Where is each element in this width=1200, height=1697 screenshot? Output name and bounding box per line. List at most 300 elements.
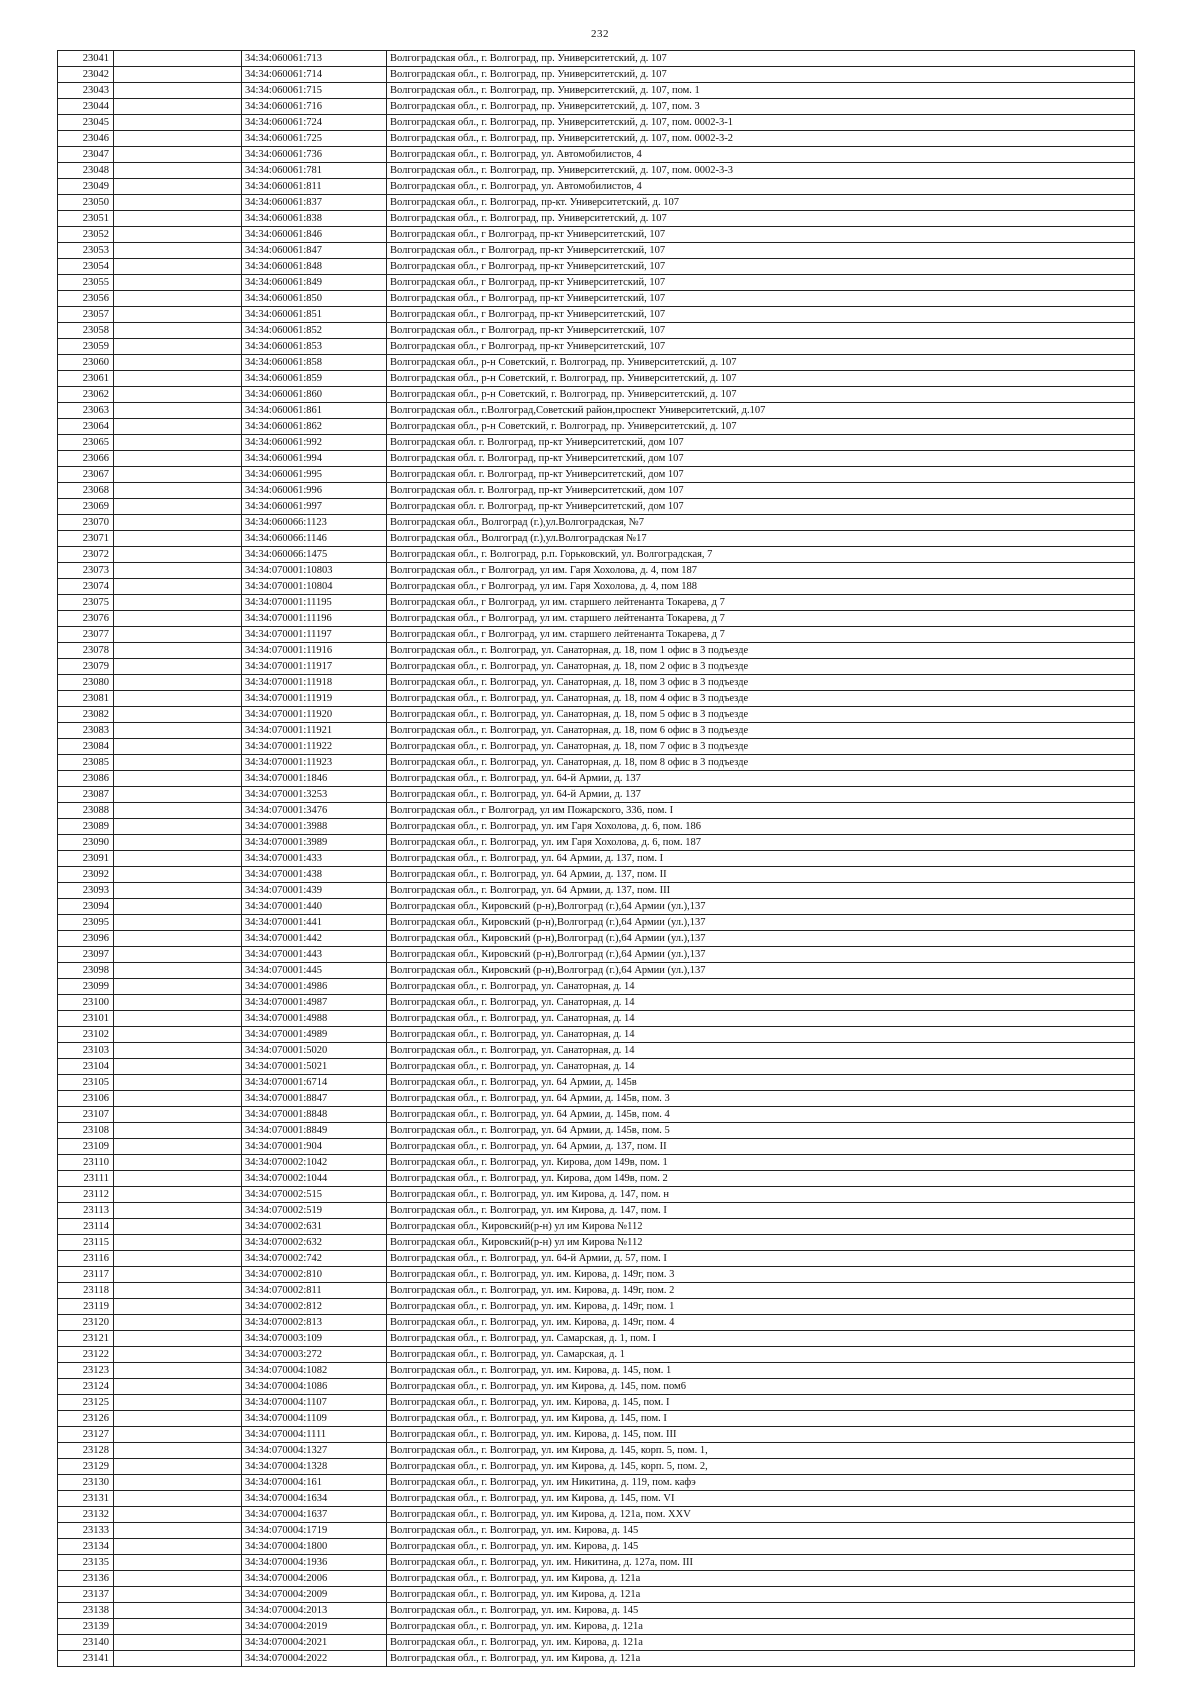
cadastral-number: 34:34:070001:433 <box>242 851 387 867</box>
cadastral-number: 34:34:060066:1475 <box>242 547 387 563</box>
blank-cell <box>114 739 242 755</box>
table-row <box>58 1091 1135 1107</box>
blank-cell <box>114 291 242 307</box>
blank-cell <box>114 1411 242 1427</box>
cadastral-number: 34:34:060061:847 <box>242 243 387 259</box>
address: Волгоградская обл., г. Волгоград, ул. 64 Армии, д. 137, пом. II <box>387 867 1135 883</box>
table-row <box>58 595 1135 611</box>
table-row <box>58 1235 1135 1251</box>
blank-cell <box>114 1331 242 1347</box>
blank-cell <box>114 1219 242 1235</box>
cadastral-number: 34:34:070002:812 <box>242 1299 387 1315</box>
address: Волгоградская обл., р-н Советский, г. Волгоград, пр. Университетский, д. 107 <box>387 387 1135 403</box>
address: Волгоградская обл., г Волгоград, пр-кт Университетский, 107 <box>387 291 1135 307</box>
row-number: 23082 <box>58 707 114 723</box>
blank-cell <box>114 131 242 147</box>
row-number: 23045 <box>58 115 114 131</box>
address: Волгоградская обл., г. Волгоград, ул. Санаторная, д. 18, пом 3 офис в 3 подъезде <box>387 675 1135 691</box>
address: Волгоградская обл., г. Волгоград, ул. им. Кирова, д. 145 <box>387 1523 1135 1539</box>
blank-cell <box>114 675 242 691</box>
cadastral-number: 34:34:070001:4986 <box>242 979 387 995</box>
blank-cell <box>114 947 242 963</box>
table-row <box>58 819 1135 835</box>
row-number: 23075 <box>58 595 114 611</box>
address: Волгоградская обл., г Волгоград, ул им. Гаря Хохолова, д. 4, пом 188 <box>387 579 1135 595</box>
table-row <box>58 611 1135 627</box>
address: Волгоградская обл., г. Волгоград, ул. Санаторная, д. 18, пом 5 офис в 3 подъезде <box>387 707 1135 723</box>
table-row <box>58 963 1135 979</box>
row-number: 23102 <box>58 1027 114 1043</box>
address: Волгоградская обл., г. Волгоград, ул. Санаторная, д. 14 <box>387 995 1135 1011</box>
row-number: 23081 <box>58 691 114 707</box>
blank-cell <box>114 771 242 787</box>
row-number: 23042 <box>58 67 114 83</box>
address: Волгоградская обл., г. Волгоград, ул. им. Кирова, д. 145, пом. III <box>387 1427 1135 1443</box>
cadastral-number: 34:34:070001:6714 <box>242 1075 387 1091</box>
blank-cell <box>114 1363 242 1379</box>
cadastral-number: 34:34:070004:1800 <box>242 1539 387 1555</box>
table-row <box>58 659 1135 675</box>
blank-cell <box>114 1315 242 1331</box>
row-number: 23084 <box>58 739 114 755</box>
row-number: 23124 <box>58 1379 114 1395</box>
address: Волгоградская обл., г Волгоград, пр-кт Университетский, 107 <box>387 307 1135 323</box>
table-row <box>58 707 1135 723</box>
table-row <box>58 1459 1135 1475</box>
blank-cell <box>114 723 242 739</box>
cadastral-number: 34:34:070003:109 <box>242 1331 387 1347</box>
cadastral-number: 34:34:060061:995 <box>242 467 387 483</box>
table-row <box>58 1171 1135 1187</box>
row-number: 23079 <box>58 659 114 675</box>
row-number: 23132 <box>58 1507 114 1523</box>
cadastral-number: 34:34:070001:11918 <box>242 675 387 691</box>
cadastral-number: 34:34:070001:1846 <box>242 771 387 787</box>
table-row <box>58 1587 1135 1603</box>
table-row <box>58 899 1135 915</box>
table-row <box>58 579 1135 595</box>
address: Волгоградская обл., г. Волгоград, ул. Санаторная, д. 18, пом 2 офис в 3 подъезде <box>387 659 1135 675</box>
row-number: 23131 <box>58 1491 114 1507</box>
cadastral-number: 34:34:070001:10803 <box>242 563 387 579</box>
blank-cell <box>114 1155 242 1171</box>
blank-cell <box>114 1395 242 1411</box>
address: Волгоградская обл., Волгоград (г.),ул.Волгоградская, №7 <box>387 515 1135 531</box>
table-row <box>58 739 1135 755</box>
blank-cell <box>114 835 242 851</box>
table-row <box>58 1251 1135 1267</box>
table-row <box>58 307 1135 323</box>
address: Волгоградская обл., г Волгоград, пр-кт Университетский, 107 <box>387 259 1135 275</box>
address: Волгоградская обл., г. Волгоград, ул. им Гаря Хохолова, д. 6, пом. 187 <box>387 835 1135 851</box>
address: Волгоградская обл., г. Волгоград, ул. 64-й Армии, д. 57, пом. I <box>387 1251 1135 1267</box>
cadastral-number: 34:34:070004:1109 <box>242 1411 387 1427</box>
blank-cell <box>114 867 242 883</box>
row-number: 23053 <box>58 243 114 259</box>
table-row <box>58 195 1135 211</box>
cadastral-number: 34:34:070001:5020 <box>242 1043 387 1059</box>
row-number: 23110 <box>58 1155 114 1171</box>
cadastral-number: 34:34:070004:2013 <box>242 1603 387 1619</box>
table-row <box>58 163 1135 179</box>
table-row <box>58 547 1135 563</box>
cadastral-number: 34:34:070001:11923 <box>242 755 387 771</box>
cadastral-number: 34:34:070001:4988 <box>242 1011 387 1027</box>
cadastral-number: 34:34:060061:861 <box>242 403 387 419</box>
cadastral-number: 34:34:060061:992 <box>242 435 387 451</box>
blank-cell <box>114 1443 242 1459</box>
blank-cell <box>114 419 242 435</box>
address: Волгоградская обл., г. Волгоград, ул. Самарская, д. 1 <box>387 1347 1135 1363</box>
table-row <box>58 1539 1135 1555</box>
blank-cell <box>114 1299 242 1315</box>
cadastral-number: 34:34:070002:742 <box>242 1251 387 1267</box>
table-row <box>58 1571 1135 1587</box>
row-number: 23114 <box>58 1219 114 1235</box>
blank-cell <box>114 403 242 419</box>
cadastral-number: 34:34:070001:10804 <box>242 579 387 595</box>
cadastral-number: 34:34:060061:811 <box>242 179 387 195</box>
row-number: 23068 <box>58 483 114 499</box>
row-number: 23122 <box>58 1347 114 1363</box>
address: Волгоградская обл., г Волгоград, ул им Пожарского, 336, пом. I <box>387 803 1135 819</box>
address: Волгоградская обл., г. Волгоград, ул. им Кирова, д. 145, пом. пом6 <box>387 1379 1135 1395</box>
table-row <box>58 643 1135 659</box>
row-number: 23091 <box>58 851 114 867</box>
address: Волгоградская обл., Кировский (р-н),Волгоград (г.),64 Армии (ул.),137 <box>387 947 1135 963</box>
row-number: 23062 <box>58 387 114 403</box>
row-number: 23072 <box>58 547 114 563</box>
address: Волгоградская обл., г. Волгоград, ул. им Кирова, д. 145, пом. I <box>387 1411 1135 1427</box>
row-number: 23093 <box>58 883 114 899</box>
cadastral-number: 34:34:070002:1042 <box>242 1155 387 1171</box>
row-number: 23101 <box>58 1011 114 1027</box>
address: Волгоградская обл. г. Волгоград, пр-кт Университетский, дом 107 <box>387 435 1135 451</box>
address: Волгоградская обл., г. Волгоград, ул. Санаторная, д. 18, пом 4 офис в 3 подъезде <box>387 691 1135 707</box>
blank-cell <box>114 275 242 291</box>
row-number: 23141 <box>58 1651 114 1667</box>
cadastral-number: 34:34:060061:838 <box>242 211 387 227</box>
cadastral-number: 34:34:060061:853 <box>242 339 387 355</box>
address: Волгоградская обл., г. Волгоград, пр. Университетский, д. 107, пом. 0002-3-1 <box>387 115 1135 131</box>
address: Волгоградская обл., г. Волгоград, пр. Университетский, д. 107, пом. 3 <box>387 99 1135 115</box>
address: Волгоградская обл., г. Волгоград, ул. Самарская, д. 1, пом. I <box>387 1331 1135 1347</box>
table-row <box>58 387 1135 403</box>
cadastral-number: 34:34:070004:1082 <box>242 1363 387 1379</box>
table-row <box>58 627 1135 643</box>
address: Волгоградская обл. г. Волгоград, пр-кт Университетский, дом 107 <box>387 451 1135 467</box>
address: Волгоградская обл., Кировский(р-н) ул им Кирова №112 <box>387 1219 1135 1235</box>
address: Волгоградская обл., г. Волгоград, ул. им. Кирова, д. 149г, пом. 4 <box>387 1315 1135 1331</box>
table-row <box>58 1523 1135 1539</box>
row-number: 23041 <box>58 51 114 67</box>
table-row <box>58 1507 1135 1523</box>
address: Волгоградская обл., Кировский (р-н),Волгоград (г.),64 Армии (ул.),137 <box>387 915 1135 931</box>
table-row <box>58 835 1135 851</box>
blank-cell <box>114 931 242 947</box>
blank-cell <box>114 1555 242 1571</box>
row-number: 23047 <box>58 147 114 163</box>
blank-cell <box>114 787 242 803</box>
cadastral-number: 34:34:060061:725 <box>242 131 387 147</box>
table-row <box>58 931 1135 947</box>
cadastral-number: 34:34:070001:3989 <box>242 835 387 851</box>
row-number: 23111 <box>58 1171 114 1187</box>
table-row <box>58 1283 1135 1299</box>
row-number: 23098 <box>58 963 114 979</box>
blank-cell <box>114 243 242 259</box>
address: Волгоградская обл., г. Волгоград, ул. 64 Армии, д. 137, пом. II <box>387 1139 1135 1155</box>
blank-cell <box>114 1619 242 1635</box>
table-row <box>58 515 1135 531</box>
blank-cell <box>114 195 242 211</box>
cadastral-number: 34:34:060061:862 <box>242 419 387 435</box>
cadastral-number: 34:34:070002:631 <box>242 1219 387 1235</box>
address: Волгоградская обл., г. Волгоград, ул. им Гаря Хохолова, д. 6, пом. 186 <box>387 819 1135 835</box>
table-row <box>58 1107 1135 1123</box>
row-number: 23116 <box>58 1251 114 1267</box>
blank-cell <box>114 643 242 659</box>
address: Волгоградская обл., г. Волгоград, ул. Санаторная, д. 18, пом 1 офис в 3 подъезде <box>387 643 1135 659</box>
table-row <box>58 1155 1135 1171</box>
cadastral-number: 34:34:070004:2022 <box>242 1651 387 1667</box>
address: Волгоградская обл., Кировский (р-н),Волгоград (г.),64 Армии (ул.),137 <box>387 899 1135 915</box>
table-row <box>58 947 1135 963</box>
row-number: 23059 <box>58 339 114 355</box>
cadastral-number: 34:34:060061:713 <box>242 51 387 67</box>
row-number: 23105 <box>58 1075 114 1091</box>
blank-cell <box>114 963 242 979</box>
table-row <box>58 339 1135 355</box>
row-number: 23107 <box>58 1107 114 1123</box>
row-number: 23076 <box>58 611 114 627</box>
address: Волгоградская обл., г Волгоград, пр-кт Университетский, 107 <box>387 227 1135 243</box>
row-number: 23056 <box>58 291 114 307</box>
cadastral-number: 34:34:060061:837 <box>242 195 387 211</box>
cadastral-number: 34:34:060061:851 <box>242 307 387 323</box>
table-row <box>58 355 1135 371</box>
row-number: 23104 <box>58 1059 114 1075</box>
table-row <box>58 227 1135 243</box>
cadastral-number: 34:34:060061:860 <box>242 387 387 403</box>
address: Волгоградская обл., г Волгоград, ул им. старшего лейтенанта Токарева, д 7 <box>387 611 1135 627</box>
address: Волгоградская обл., г. Волгоград, ул. Санаторная, д. 14 <box>387 1059 1135 1075</box>
blank-cell <box>114 707 242 723</box>
table-row <box>58 723 1135 739</box>
address: Волгоградская обл. г. Волгоград, пр-кт Университетский, дом 107 <box>387 499 1135 515</box>
address: Волгоградская обл., г. Волгоград, ул. Санаторная, д. 14 <box>387 1011 1135 1027</box>
address: Волгоградская обл., г. Волгоград, ул. Кирова, дом 149в, пом. 2 <box>387 1171 1135 1187</box>
blank-cell <box>114 627 242 643</box>
cadastral-number: 34:34:070001:445 <box>242 963 387 979</box>
cadastral-number: 34:34:070001:11919 <box>242 691 387 707</box>
row-number: 23066 <box>58 451 114 467</box>
cadastral-number: 34:34:070004:1634 <box>242 1491 387 1507</box>
row-number: 23099 <box>58 979 114 995</box>
address: Волгоградская обл., Волгоград (г.),ул.Волгоградская №17 <box>387 531 1135 547</box>
table-row <box>58 371 1135 387</box>
blank-cell <box>114 883 242 899</box>
table-row <box>58 243 1135 259</box>
table-row <box>58 467 1135 483</box>
row-number: 23050 <box>58 195 114 211</box>
table-row <box>58 531 1135 547</box>
cadastral-number: 34:34:060061:859 <box>242 371 387 387</box>
row-number: 23096 <box>58 931 114 947</box>
cadastral-number: 34:34:070004:1327 <box>242 1443 387 1459</box>
blank-cell <box>114 1459 242 1475</box>
row-number: 23055 <box>58 275 114 291</box>
blank-cell <box>114 1523 242 1539</box>
blank-cell <box>114 1011 242 1027</box>
table-row <box>58 1123 1135 1139</box>
row-number: 23130 <box>58 1475 114 1491</box>
table-row <box>58 1059 1135 1075</box>
table-row <box>58 499 1135 515</box>
row-number: 23135 <box>58 1555 114 1571</box>
row-number: 23073 <box>58 563 114 579</box>
row-number: 23087 <box>58 787 114 803</box>
cadastral-number: 34:34:070001:11916 <box>242 643 387 659</box>
blank-cell <box>114 1043 242 1059</box>
blank-cell <box>114 1107 242 1123</box>
row-number: 23054 <box>58 259 114 275</box>
row-number: 23070 <box>58 515 114 531</box>
row-number: 23048 <box>58 163 114 179</box>
table-row <box>58 1187 1135 1203</box>
cadastral-number: 34:34:070001:11917 <box>242 659 387 675</box>
row-number: 23065 <box>58 435 114 451</box>
blank-cell <box>114 659 242 675</box>
address: Волгоградская обл. г. Волгоград, пр-кт Университетский, дом 107 <box>387 467 1135 483</box>
row-number: 23095 <box>58 915 114 931</box>
cadastral-number: 34:34:070004:1328 <box>242 1459 387 1475</box>
table-row <box>58 1475 1135 1491</box>
blank-cell <box>114 1283 242 1299</box>
table-row <box>58 259 1135 275</box>
blank-cell <box>114 1427 242 1443</box>
cadastral-number: 34:34:070002:515 <box>242 1187 387 1203</box>
cadastral-number: 34:34:060061:724 <box>242 115 387 131</box>
blank-cell <box>114 467 242 483</box>
address: Волгоградская обл., г. Волгоград, ул. им. Кирова, д. 149г, пом. 2 <box>387 1283 1135 1299</box>
address: Волгоградская обл., г. Волгоград, ул. им Кирова, д. 145, корп. 5, пом. 1, <box>387 1443 1135 1459</box>
address: Волгоградская обл., г. Волгоград, ул. им Кирова, д. 147, пом. н <box>387 1187 1135 1203</box>
blank-cell <box>114 915 242 931</box>
address: Волгоградская обл., г. Волгоград, ул. им Кирова, д. 121а, пом. XXV <box>387 1507 1135 1523</box>
row-number: 23126 <box>58 1411 114 1427</box>
cadastral-number: 34:34:060061:846 <box>242 227 387 243</box>
row-number: 23080 <box>58 675 114 691</box>
cadastral-number: 34:34:070002:632 <box>242 1235 387 1251</box>
table-row <box>58 1043 1135 1059</box>
table-row <box>58 1443 1135 1459</box>
blank-cell <box>114 1475 242 1491</box>
address: Волгоградская обл., г Волгоград, пр-кт Университетский, 107 <box>387 339 1135 355</box>
address: Волгоградская обл., г. Волгоград, ул. им. Кирова, д. 149г, пом. 1 <box>387 1299 1135 1315</box>
address: Волгоградская обл., г. Волгоград, ул. 64 Армии, д. 137, пом. I <box>387 851 1135 867</box>
address: Волгоградская обл., г Волгоград, ул им. Гаря Хохолова, д. 4, пом 187 <box>387 563 1135 579</box>
table-row <box>58 1219 1135 1235</box>
cadastral-number: 34:34:060061:850 <box>242 291 387 307</box>
cadastral-number: 34:34:070001:3988 <box>242 819 387 835</box>
blank-cell <box>114 1171 242 1187</box>
address: Волгоградская обл., г. Волгоград, ул. им Кирова, д. 147, пом. I <box>387 1203 1135 1219</box>
address: Волгоградская обл., р-н Советский, г. Волгоград, пр. Университетский, д. 107 <box>387 371 1135 387</box>
cadastral-number: 34:34:060061:781 <box>242 163 387 179</box>
address: Волгоградская обл., г. Волгоград, ул. им. Кирова, д. 145 <box>387 1603 1135 1619</box>
address: Волгоградская обл., г Волгоград, пр-кт Университетский, 107 <box>387 275 1135 291</box>
cadastral-number: 34:34:070001:11195 <box>242 595 387 611</box>
blank-cell <box>114 547 242 563</box>
address: Волгоградская обл., г.Волгоград,Советский район,проспект Университетский, д.107 <box>387 403 1135 419</box>
blank-cell <box>114 483 242 499</box>
table-row <box>58 1363 1135 1379</box>
table-row <box>58 323 1135 339</box>
address: Волгоградская обл., г Волгоград, пр-кт Университетский, 107 <box>387 323 1135 339</box>
blank-cell <box>114 995 242 1011</box>
address: Волгоградская обл., г. Волгоград, ул. им. Кирова, д. 145, пом. 1 <box>387 1363 1135 1379</box>
blank-cell <box>114 1651 242 1667</box>
address: Волгоградская обл., г. Волгоград, ул. им. Никитина, д. 127а, пом. III <box>387 1555 1135 1571</box>
row-number: 23074 <box>58 579 114 595</box>
cadastral-number: 34:34:070004:2021 <box>242 1635 387 1651</box>
address: Волгоградская обл., г. Волгоград, ул. им Никитина, д. 119, пом. кафэ <box>387 1475 1135 1491</box>
blank-cell <box>114 259 242 275</box>
blank-cell <box>114 99 242 115</box>
row-number: 23138 <box>58 1603 114 1619</box>
table-row <box>58 803 1135 819</box>
table-row <box>58 179 1135 195</box>
address: Волгоградская обл., г. Волгоград, р.п. Горьковский, ул. Волгоградская, 7 <box>387 547 1135 563</box>
row-number: 23140 <box>58 1635 114 1651</box>
row-number: 23063 <box>58 403 114 419</box>
address: Волгоградская обл., г. Волгоград, ул. им. Кирова, д. 121а <box>387 1635 1135 1651</box>
cadastral-number: 34:34:070004:1111 <box>242 1427 387 1443</box>
table-row <box>58 131 1135 147</box>
cadastral-number: 34:34:070001:3476 <box>242 803 387 819</box>
address: Волгоградская обл., г. Волгоград, пр. Университетский, д. 107, пом. 0002-3-3 <box>387 163 1135 179</box>
row-number: 23118 <box>58 1283 114 1299</box>
row-number: 23100 <box>58 995 114 1011</box>
row-number: 23067 <box>58 467 114 483</box>
blank-cell <box>114 1379 242 1395</box>
table-row <box>58 1635 1135 1651</box>
cadastral-number: 34:34:060061:716 <box>242 99 387 115</box>
blank-cell <box>114 515 242 531</box>
address: Волгоградская обл., г. Волгоград, ул. 64 Армии, д. 145в, пом. 4 <box>387 1107 1135 1123</box>
address: Волгоградская обл., Кировский(р-н) ул им Кирова №112 <box>387 1235 1135 1251</box>
cadastral-number: 34:34:070002:813 <box>242 1315 387 1331</box>
table-row <box>58 1011 1135 1027</box>
address: Волгоградская обл., Кировский (р-н),Волгоград (г.),64 Армии (ул.),137 <box>387 963 1135 979</box>
address: Волгоградская обл., г. Волгоград, ул. им. Кирова, д. 145, пом. I <box>387 1395 1135 1411</box>
table-row <box>58 915 1135 931</box>
table-row <box>58 483 1135 499</box>
cadastral-number: 34:34:070002:1044 <box>242 1171 387 1187</box>
cadastral-number: 34:34:070003:272 <box>242 1347 387 1363</box>
cadastral-number: 34:34:070001:438 <box>242 867 387 883</box>
cadastral-number: 34:34:060061:852 <box>242 323 387 339</box>
address: Волгоградская обл., г. Волгоград, ул. 64-й Армии, д. 137 <box>387 787 1135 803</box>
table-row <box>58 1395 1135 1411</box>
blank-cell <box>114 211 242 227</box>
blank-cell <box>114 339 242 355</box>
table-row <box>58 1619 1135 1635</box>
row-number: 23046 <box>58 131 114 147</box>
address: Волгоградская обл., г. Волгоград, ул. 64 Армии, д. 145в <box>387 1075 1135 1091</box>
row-number: 23119 <box>58 1299 114 1315</box>
